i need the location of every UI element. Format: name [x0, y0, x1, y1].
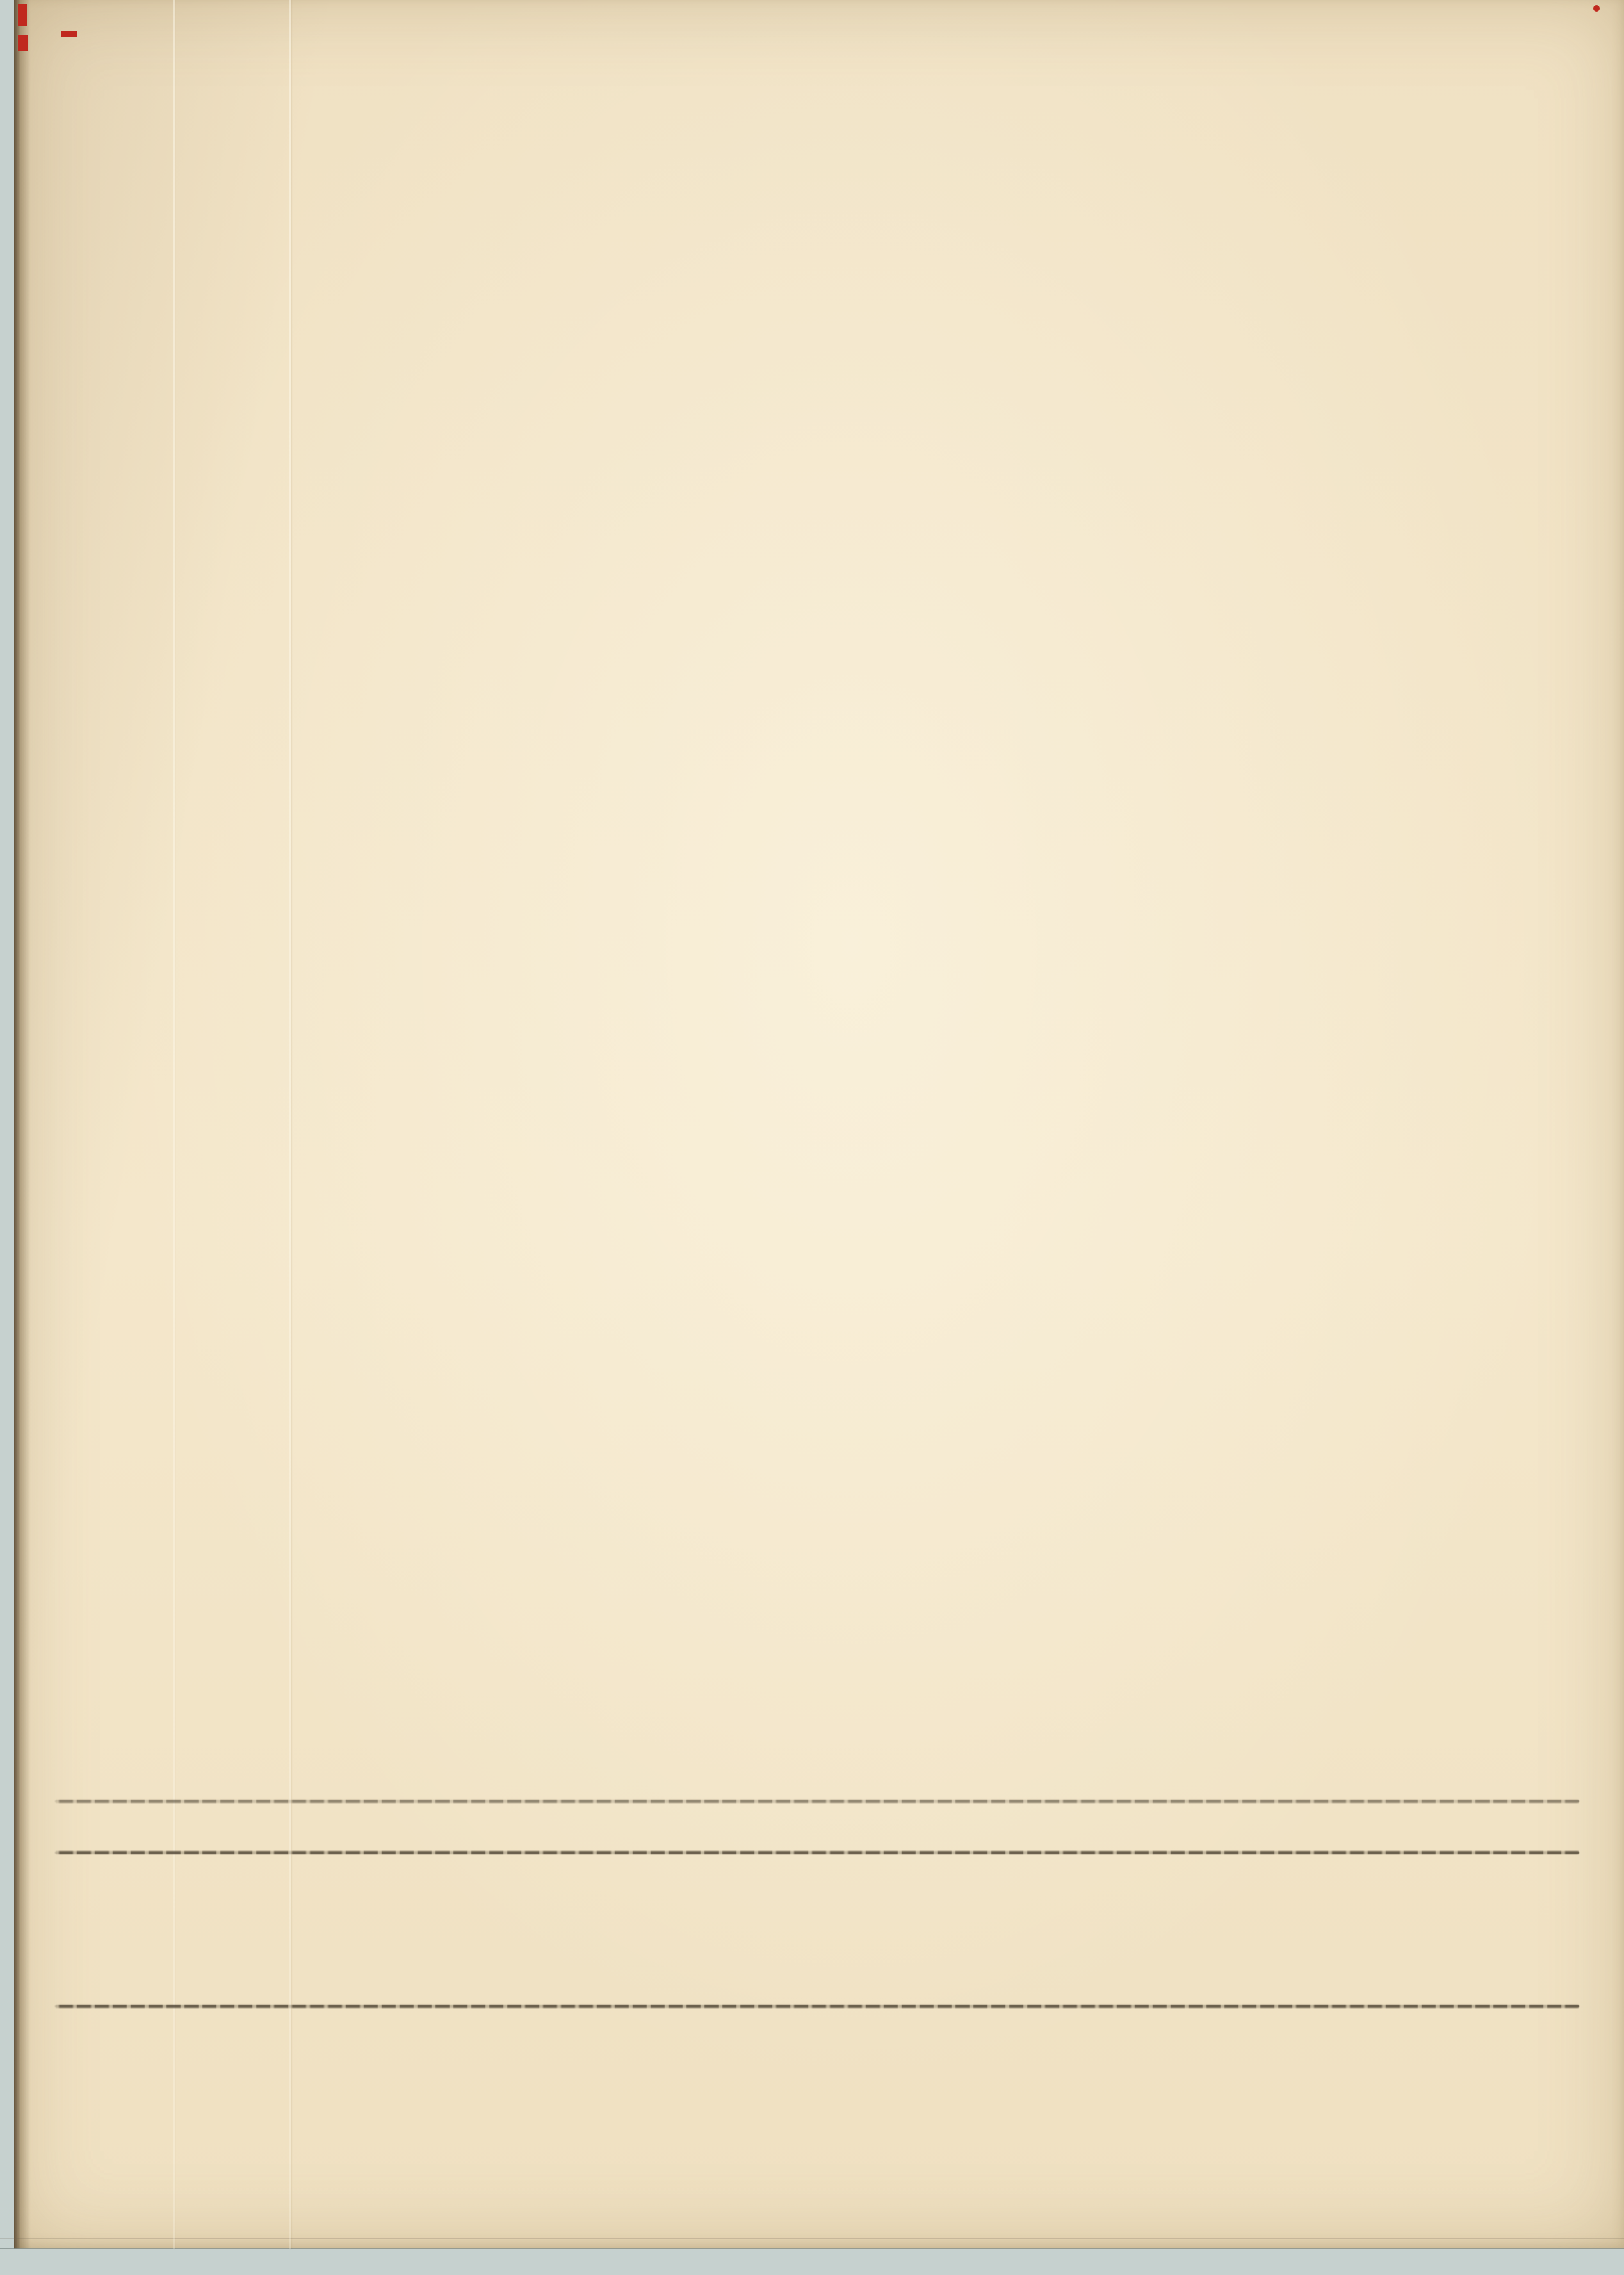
table-rule-under-header [55, 1851, 1579, 1854]
table-rule-top [55, 2005, 1579, 2008]
table-rule-under-numbers [55, 1800, 1579, 1803]
